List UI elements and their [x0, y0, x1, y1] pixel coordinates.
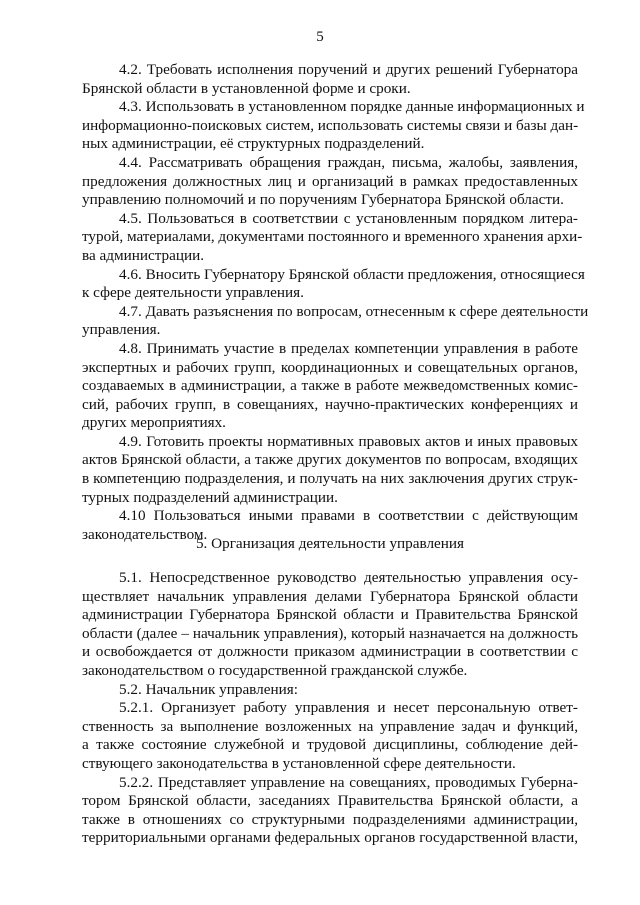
paragraph-5-2-1	[82, 699, 578, 773]
text-line: 5.2. Начальник управления:	[119, 680, 298, 698]
text-line: территориальными органами федеральных органов государственной власти,	[82, 829, 578, 847]
paragraph-5-2-2	[82, 774, 578, 848]
text-line: и освобождается от должности приказом администрации в соответствии с	[82, 643, 578, 661]
text-line: создаваемых в администрации, а также в работе межведомственных комис-	[82, 377, 578, 395]
text-line: законодательством.	[82, 525, 208, 543]
page-number: 5	[316, 29, 324, 45]
text-line: турных подразделений администрации.	[82, 488, 338, 506]
paragraph-4-8	[82, 340, 578, 433]
text-line: 4.9. Готовить проекты нормативных правовых актов и иных правовых	[119, 432, 578, 450]
text-line: администрации Губернатора Брянской области и Правительства Брянской	[82, 606, 578, 624]
text-line: 4.2. Требовать исполнения поручений и других решений Губернатора	[119, 61, 578, 78]
text-line: в компетенцию подразделения, и получать на них заключения других струк-	[82, 470, 578, 488]
text-line: 5.1. Непосредственное руководство деятельностью управления осу-	[119, 569, 578, 586]
paragraph-4-4	[82, 154, 578, 210]
text-line: 4.3. Использовать в установленном порядке данные информационных и	[119, 98, 585, 116]
text-line: 4.6. Вносить Губернатору Брянской области предложения, относящиеся	[119, 265, 585, 283]
text-line: актов Брянской области, а также других документов по вопросам, входящих	[82, 451, 578, 469]
text-line: законодательством о государственной гражданской службе.	[82, 661, 468, 679]
paragraph-4-6	[82, 265, 585, 303]
text-line: 4.4. Рассматривать обращения граждан, письма, жалобы, заявления,	[119, 153, 578, 171]
text-line: а также состояние служебной и трудовой дисциплины, соблюдение дей-	[82, 736, 578, 754]
section-title: 5. Организация деятельности управления	[195, 535, 465, 552]
rights-paragraphs	[82, 61, 589, 544]
text-line: управления.	[82, 321, 161, 339]
text-line: предложения должностных лиц и организаций в рамках предоставленных	[82, 172, 578, 190]
text-line: к сфере деятельности управления.	[82, 284, 304, 302]
text-line: других мероприятиях.	[82, 414, 226, 432]
text-line: информационно-поисковых систем, использовать системы связи и базы дан-	[82, 116, 579, 134]
text-line: управлению полномочий и по поручениям Губернатора Брянской области.	[82, 191, 564, 209]
paragraph-4-7	[82, 302, 589, 340]
text-line: ва администрации.	[82, 246, 205, 264]
organization-paragraphs	[82, 569, 578, 848]
paragraph-4-3	[82, 98, 585, 154]
text-line: ществляет начальник управления делами Губернатора Брянской области	[82, 587, 578, 605]
text-line: 5.2.2. Представляет управление на совещаниях, проводимых Губерна-	[119, 773, 578, 791]
text-line: 4.10 Пользоваться иными правами в соответствии с действующим	[119, 507, 578, 525]
text-line: 5.2.1. Организует работу управления и несет персональную ответ-	[119, 699, 578, 717]
text-line: ственность за выполнение возложенных на управление задач и функций,	[82, 717, 578, 735]
paragraph-4-2	[82, 61, 578, 98]
text-line: тором Брянской области, заседаниях Правительства Брянской области, а	[82, 792, 578, 810]
text-line: 4.5. Пользоваться в соответствии с установленным порядком литера-	[119, 209, 578, 227]
text-line: Брянской области в установленной форме и сроки.	[82, 79, 411, 97]
paragraph-4-5	[82, 209, 583, 266]
text-line: ных администрации, её структурных подразделений.	[82, 135, 425, 153]
paragraph-5-2	[82, 681, 578, 700]
text-line: турой, материалами, документами постоянного и временного хранения архи-	[82, 228, 583, 246]
text-line: сий, рабочих групп, в совещаниях, научно-практических конференциях и	[82, 395, 578, 413]
text-line: 4.8. Принимать участие в пределах компетенции управления в работе	[119, 339, 578, 357]
text-line: области (далее – начальник управления), который назначается на должность	[82, 624, 578, 642]
text-line: ствующего законодательства в установленной сфере деятельности.	[82, 754, 516, 772]
text-line: также в отношениях со структурными подразделениями администрации,	[82, 810, 578, 828]
section-heading	[82, 535, 578, 554]
text-line: 4.7. Давать разъяснения по вопросам, отнесенным к сфере деятельности	[119, 302, 589, 320]
paragraph-5-1	[82, 569, 578, 681]
text-line: экспертных и рабочих групп, координационных и совещательных органов,	[82, 358, 578, 376]
paragraph-4-9	[82, 433, 578, 507]
